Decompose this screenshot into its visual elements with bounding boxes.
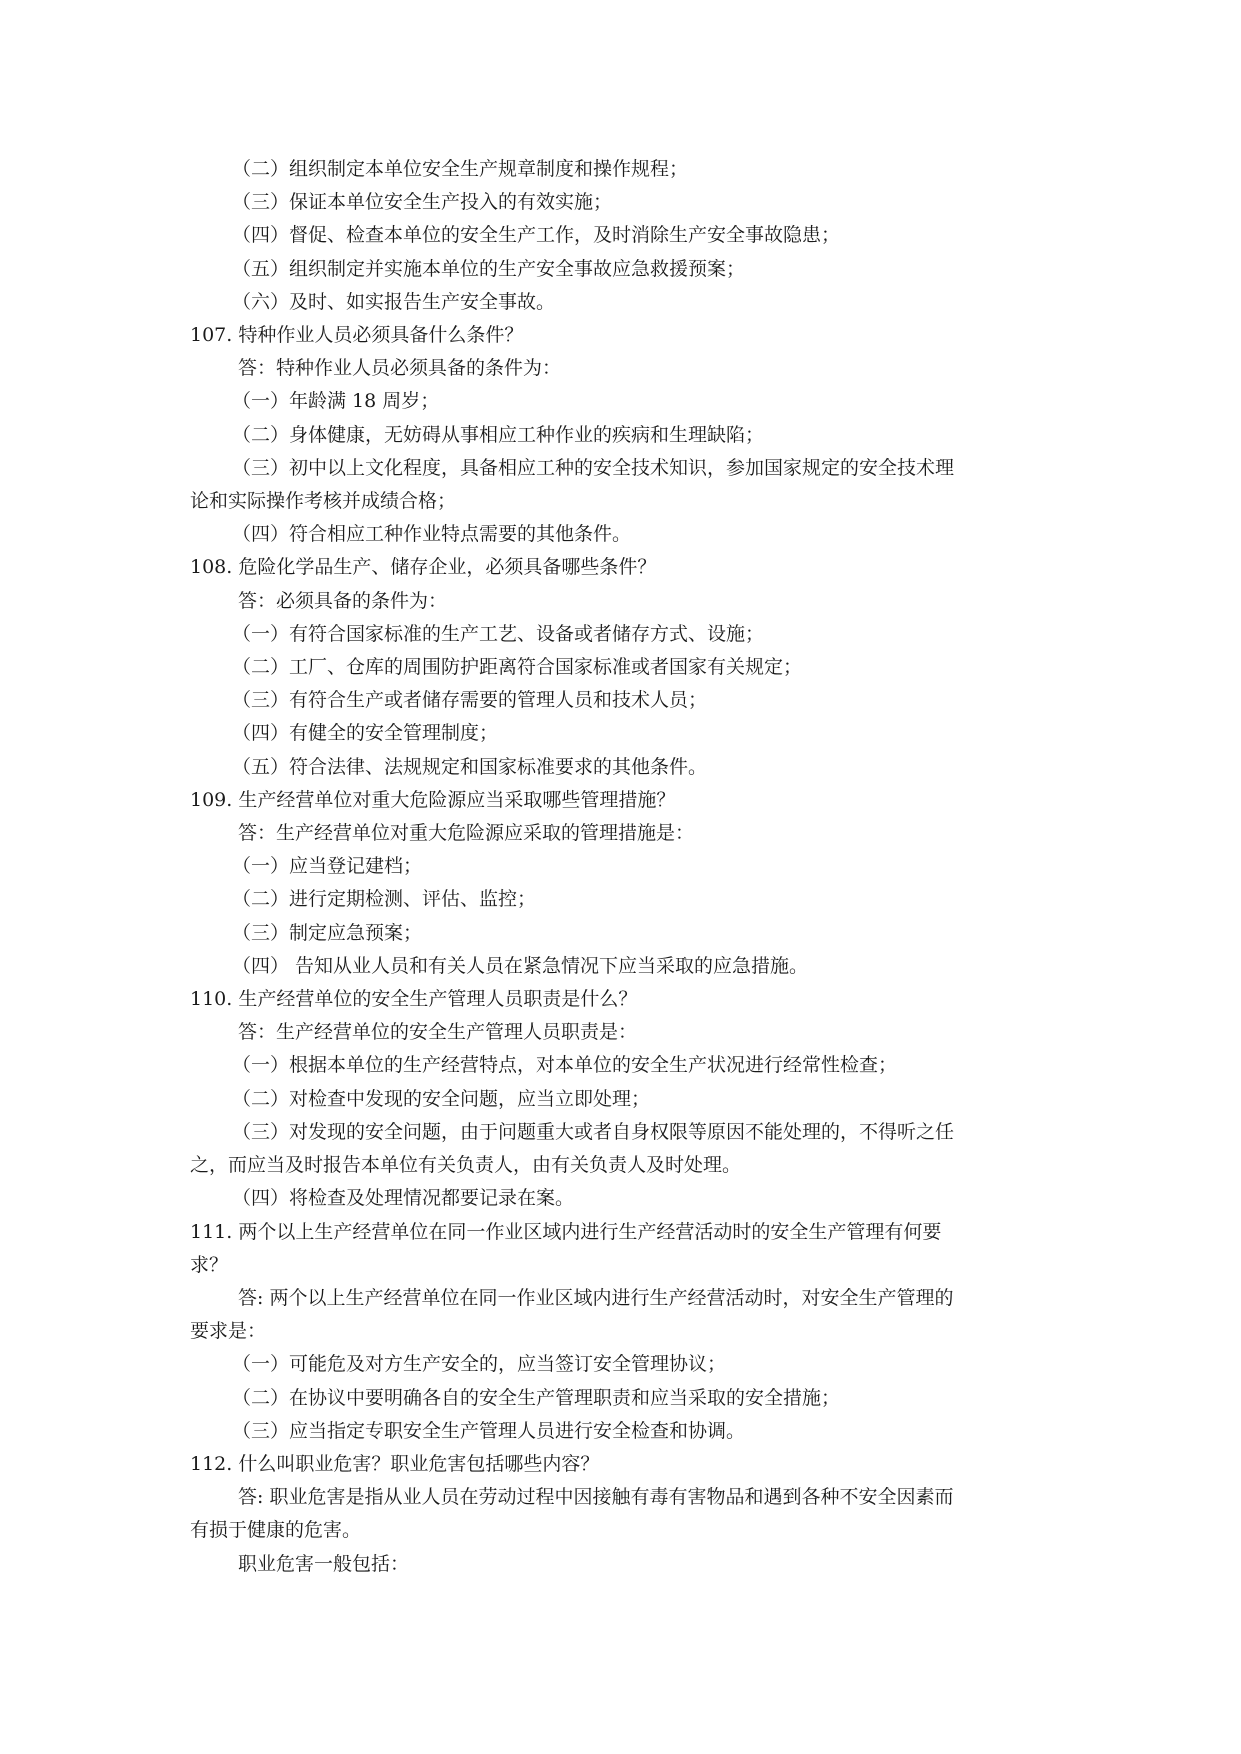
text-line: （五）组织制定并实施本单位的生产安全事故应急救援预案；: [232, 257, 746, 280]
text-line: （三）应当指定专职安全生产管理人员进行安全检查和协调。: [232, 1419, 746, 1442]
text-line: 112. 什么叫职业危害？职业危害包括哪些内容？: [190, 1452, 600, 1475]
text-line: 答: 两个以上生产经营单位在同一作业区域内进行生产经营活动时，对安全生产管理的: [238, 1286, 954, 1309]
document-body: [190, 153, 1060, 1581]
text-line: （二）组织制定本单位安全生产规章制度和操作规程；: [232, 158, 689, 180]
text-line: （二）身体健康，无妨碍从事相应工种作业的疾病和生理缺陷；: [232, 423, 765, 446]
text-line: 论和实际操作考核并成绩合格；: [190, 490, 457, 513]
text-line: （三）初中以上文化程度，具备相应工种的安全技术知识，参加国家规定的安全技术理: [232, 456, 955, 479]
text-line: 110. 生产经营单位的安全生产管理人员职责是什么？: [190, 988, 638, 1011]
text-line: （四）符合相应工种作业特点需要的其他条件。: [232, 523, 632, 546]
text-line: （一）有符合国家标准的生产工艺、设备或者储存方式、设施；: [232, 622, 765, 645]
text-line: （一）根据本单位的生产经营特点，对本单位的安全生产状况进行经常性检查；: [232, 1054, 898, 1077]
text-line: （三）有符合生产或者储存需要的管理人员和技术人员；: [232, 689, 708, 712]
text-line: （一）年龄满 18 周岁；: [232, 390, 440, 413]
text-line: 答: 职业危害是指从业人员在劳动过程中因接触有毒有害物品和遇到各种不安全因素而: [238, 1486, 954, 1509]
text-line: 之，而应当及时报告本单位有关负责人，由有关负责人及时处理。: [190, 1154, 742, 1177]
text-line: 求？: [190, 1253, 229, 1276]
text-line: （二）对检查中发现的安全问题，应当立即处理；: [232, 1087, 651, 1110]
text-line: 111. 两个以上生产经营单位在同一作业区域内进行生产经营活动时的安全生产管理有何要: [190, 1220, 942, 1243]
text-line: 职业危害一般包括：: [238, 1552, 410, 1575]
text-line: （四）督促、检查本单位的安全生产工作，及时消除生产安全事故隐患；: [232, 224, 841, 247]
text-line: 107. 特种作业人员必须具备什么条件？: [190, 324, 524, 347]
text-line: （一）应当登记建档；: [232, 855, 423, 878]
text-line: （三）保证本单位安全生产投入的有效实施；: [232, 191, 613, 214]
text-line: 答：生产经营单位的安全生产管理人员职责是：: [238, 1021, 638, 1044]
text-line: （二）进行定期检测、评估、监控；: [232, 888, 537, 911]
text-line: （四）有健全的安全管理制度；: [232, 722, 499, 745]
text-line: （六）及时、如实报告生产安全事故。: [232, 290, 556, 313]
text-line: （三）对发现的安全问题，由于问题重大或者自身权限等原因不能处理的，不得听之任: [232, 1120, 955, 1143]
text-line: （五）符合法律、法规规定和国家标准要求的其他条件。: [232, 755, 708, 778]
text-line: （二）工厂、仓库的周围防护距离符合国家标准或者国家有关规定；: [232, 656, 803, 679]
text-line: （三）制定应急预案；: [232, 921, 423, 944]
text-line: 答：必须具备的条件为：: [238, 589, 448, 612]
text-line: 有损于健康的危害。: [190, 1519, 362, 1542]
text-line: （四） 告知从业人员和有关人员在紧急情况下应当采取的应急措施。: [232, 954, 809, 977]
text-line: 109. 生产经营单位对重大危险源应当采取哪些管理措施？: [190, 788, 676, 811]
text-line: 答：生产经营单位对重大危险源应采取的管理措施是：: [238, 822, 695, 845]
text-line: 要求是：: [190, 1320, 267, 1343]
text-line: 108. 危险化学品生产、储存企业，必须具备哪些条件？: [190, 556, 657, 579]
text-line: 答：特种作业人员必须具备的条件为：: [238, 357, 562, 380]
text-line: （一）可能危及对方生产安全的，应当签订安全管理协议；: [232, 1353, 727, 1376]
text-line: （二）在协议中要明确各自的安全生产管理职责和应当采取的安全措施；: [232, 1386, 841, 1409]
text-line: （四）将检查及处理情况都要记录在案。: [232, 1187, 575, 1210]
